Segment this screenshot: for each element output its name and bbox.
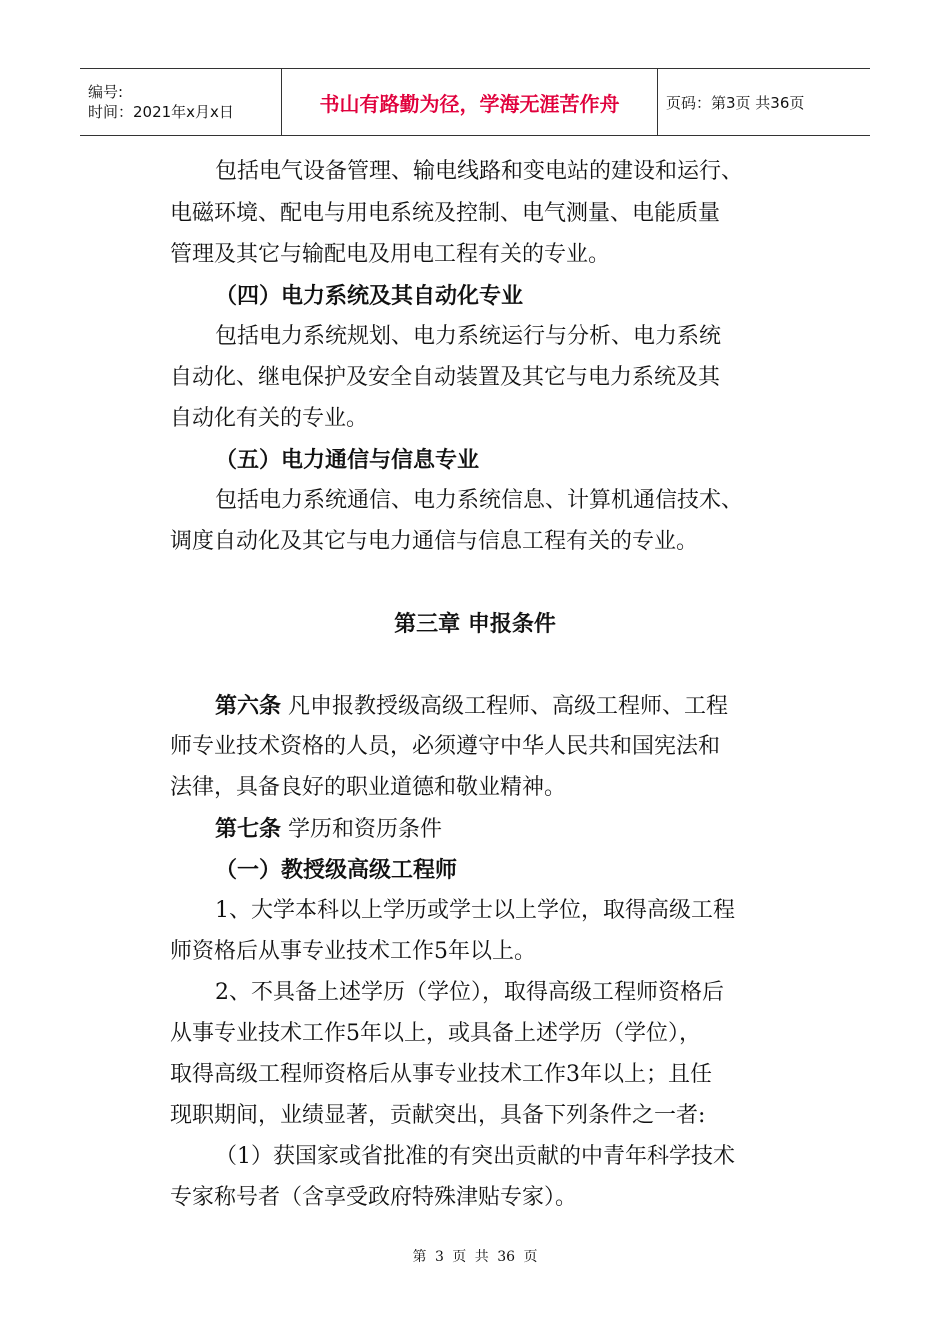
section-heading: （五）电力通信与信息专业 xyxy=(215,447,480,473)
page-label: 页码：第3页 共36页 xyxy=(666,93,805,112)
article-six-text: 凡申报教授级高级工程师、高级工程师、工程 xyxy=(288,694,729,719)
paragraph-line: 自动化有关的专业。 xyxy=(170,406,369,431)
paragraph-line: 包括电力系统通信、电力系统信息、计算机通信技术、 xyxy=(215,488,744,513)
paragraph-line: （1）获国家或省批准的有突出贡献的中青年科学技术 xyxy=(215,1144,735,1169)
article-six-line xyxy=(215,691,835,722)
page-footer: 第 3 页 共 36 页 xyxy=(412,1249,538,1265)
header-right-cell xyxy=(658,69,870,135)
page-header xyxy=(80,68,870,136)
paragraph-line: 从事专业技术工作5年以上，或具备上述学历（学位）， xyxy=(170,1021,701,1046)
header-left-cell xyxy=(80,69,282,135)
paragraph-line: 电磁环境、配电与用电系统及控制、电气测量、电能质量 xyxy=(170,201,721,226)
paragraph-line: 法律，具备良好的职业道德和敬业精神。 xyxy=(170,775,567,800)
paragraph-line: 专家称号者（含享受政府特殊津贴专家）。 xyxy=(170,1185,578,1210)
paragraph-line: 现职期间，业绩显著，贡献突出，具备下列条件之一者: xyxy=(170,1103,706,1128)
number-label: 编号: xyxy=(88,83,124,101)
paragraph-line: 包括电力系统规划、电力系统运行与分析、电力系统 xyxy=(215,324,722,349)
paragraph-line: 2、不具备上述学历（学位），取得高级工程师资格后 xyxy=(215,980,724,1005)
section-heading: （一）教授级高级工程师 xyxy=(215,857,458,883)
paragraph-line: 管理及其它与输配电及用电工程有关的专业。 xyxy=(170,242,611,267)
article-seven-line xyxy=(215,814,835,845)
paragraph-line: 包括电气设备管理、输电线路和变电站的建设和运行、 xyxy=(215,159,744,184)
paragraph-line: 师资格后从事专业技术工作5年以上。 xyxy=(170,939,536,964)
header-motto-cell xyxy=(282,69,658,135)
chapter-title: 第三章 申报条件 xyxy=(394,611,556,637)
paragraph-line: 师专业技术资格的人员，必须遵守中华人民共和国宪法和 xyxy=(170,734,721,759)
article-seven-title: 第七条 xyxy=(215,816,282,842)
paragraph-line: 调度自动化及其它与电力通信与信息工程有关的专业。 xyxy=(170,529,699,554)
paragraph-line: 1、大学本科以上学历或学士以上学位，取得高级工程 xyxy=(215,898,735,923)
paragraph-line: 取得高级工程师资格后从事专业技术工作3年以上；且任 xyxy=(170,1062,712,1087)
motto: 书山有路勤为径，学海无涯苦作舟 xyxy=(319,91,620,116)
time-label: 时间：2021年x月x日 xyxy=(88,103,234,121)
article-seven-text: 学历和资历条件 xyxy=(288,817,443,842)
article-six-title: 第六条 xyxy=(215,693,282,719)
paragraph-line: 自动化、继电保护及安全自动装置及其它与电力系统及其 xyxy=(170,365,721,390)
section-heading: （四）电力系统及其自动化专业 xyxy=(215,283,524,309)
